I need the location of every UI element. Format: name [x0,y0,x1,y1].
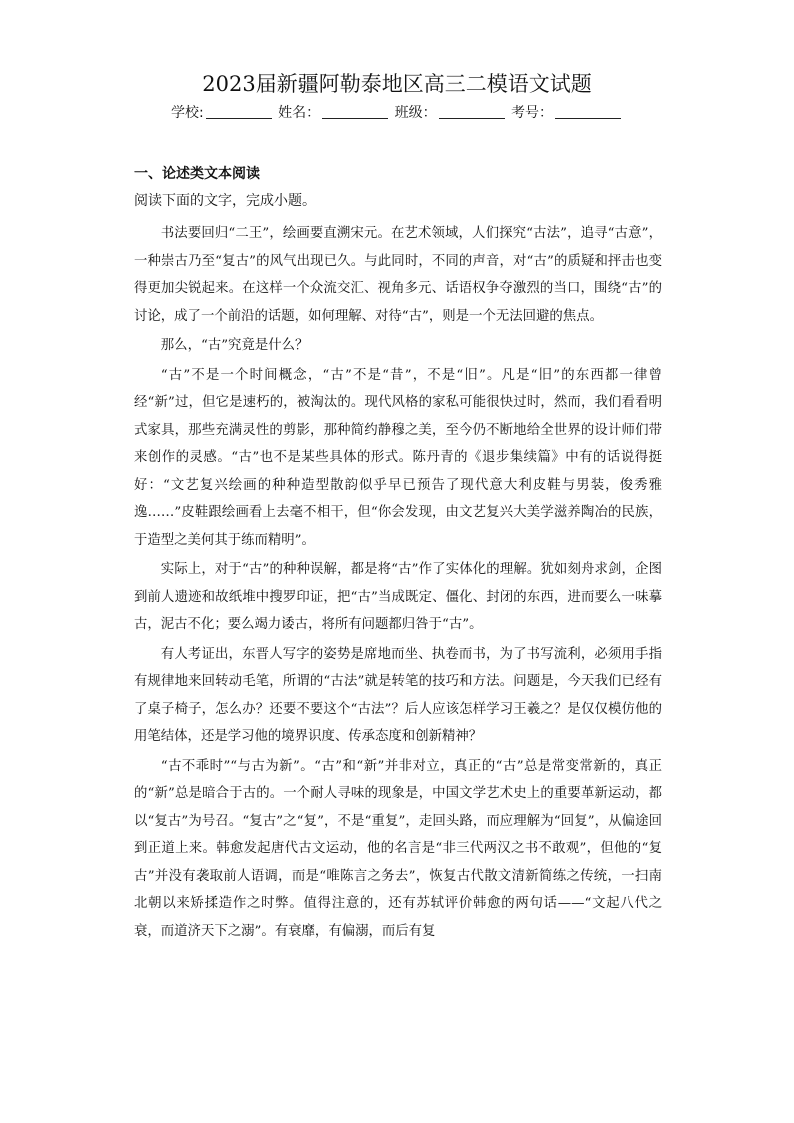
name-label: 姓名： [278,105,321,121]
school-blank [206,104,272,119]
name-blank [322,104,388,119]
paragraph: “古”不是一个时间概念，“古”不是“昔”，不是“旧”。凡是“旧”的东西都一律曾经“新”过，但它是速朽的，被淘汰的。现代风格的家私可能很快过时，然而，我们看看明式家具，那些充满灵性的剪影，那种简约静穆之美，至今仍不断地给全世界的设计师们带来创作的灵感。“古”也不是某些具体的形式。陈丹青的《退步集续篇》中有的话说得挺好：“文艺复兴绘画的种种造型散韵似乎早已预告了现代意大利皮鞋与男装，俊秀雅逸……”皮鞋跟绘画看上去毫不相干，但“你会发现，由文艺复兴大美学滋养陶冶的民族，于造型之美何其于练而精明”。 [134,367,662,548]
paragraph: 有人考证出，东晋人写字的姿势是席地而坐、执卷而书，为了书写流利，必须用手指有规律地来回转动毛笔，所谓的“古法”就是转笔的技巧和方法。问题是，今天我们已经有了桌子椅子，怎么办？还要不要这个“古法”？后人应该怎样学习王羲之？是仅仅模仿他的用笔结体，还是学习他的境界识度、传承态度和创新精神？ [134,646,662,744]
paragraph: 书法要回归“二王”，绘画要直溯宋元。在艺术领域，人们探究“古法”，追寻“古意”，一种崇古乃至“复古”的风气出现已久。与此同时，不同的声音，对“古”的质疑和抨击也变得更加尖锐起来。在这样一个众流交汇、视角多元、话语权争夺激烈的当口，围绕“古”的讨论，成了一个前沿的话题，如何理解、对待“古”，则是一个无法回避的焦点。 [134,226,662,324]
page-title: 2023届新疆阿勒泰地区高三二模语文试题 [202,72,592,96]
class-blank [439,104,505,119]
number-blank [555,104,621,119]
instruction-text: 阅读下面的文字，完成小题。 [134,193,316,209]
class-label: 班级： [394,105,437,121]
reading-passage [134,220,662,947]
school-label: 学校: [170,105,204,121]
paragraph: “古不乖时”“与古为新”。“古”和“新”并非对立，真正的“古”总是常变常新的，真正的“新”总是暗合于古的。一个耐人寻味的现象是，中国文学艺术史上的重要革新运动，都以“复古”为号召。“复古”之“复”，不是“重复”，走回头路，而应理解为“回复”，从偏途回到正道上来。韩愈发起唐代古文运动，他的名言是“非三代两汉之书不敢观”，但他的“复古”并没有袭取前人语调，而是“唯陈言之务去”，恢复古代散文清新简练之传统，一扫南北朝以来矫揉造作之时弊。值得注意的，还有苏轼评价韩愈的两句话——“文起八代之衰，而道济天下之溺”。有衰靡，有偏溺，而后有复 [134,758,662,939]
paragraph: 那么，“古”究竟是什么？ [160,338,309,353]
paragraph: 实际上，对于“古”的种种误解，都是将“古”作了实体化的理解。犹如刻舟求剑，企图到前人遗迹和故纸堆中搜罗印证，把“古”当成既定、僵化、封闭的东西，进而要么一味摹古，泥古不化；要么竭力诿古，将所有问题都归咎于“古”。 [134,562,662,632]
section-heading: 一、论述类文本阅读 [134,166,260,182]
number-label: 考号： [511,105,554,121]
student-info-line [0,102,794,122]
